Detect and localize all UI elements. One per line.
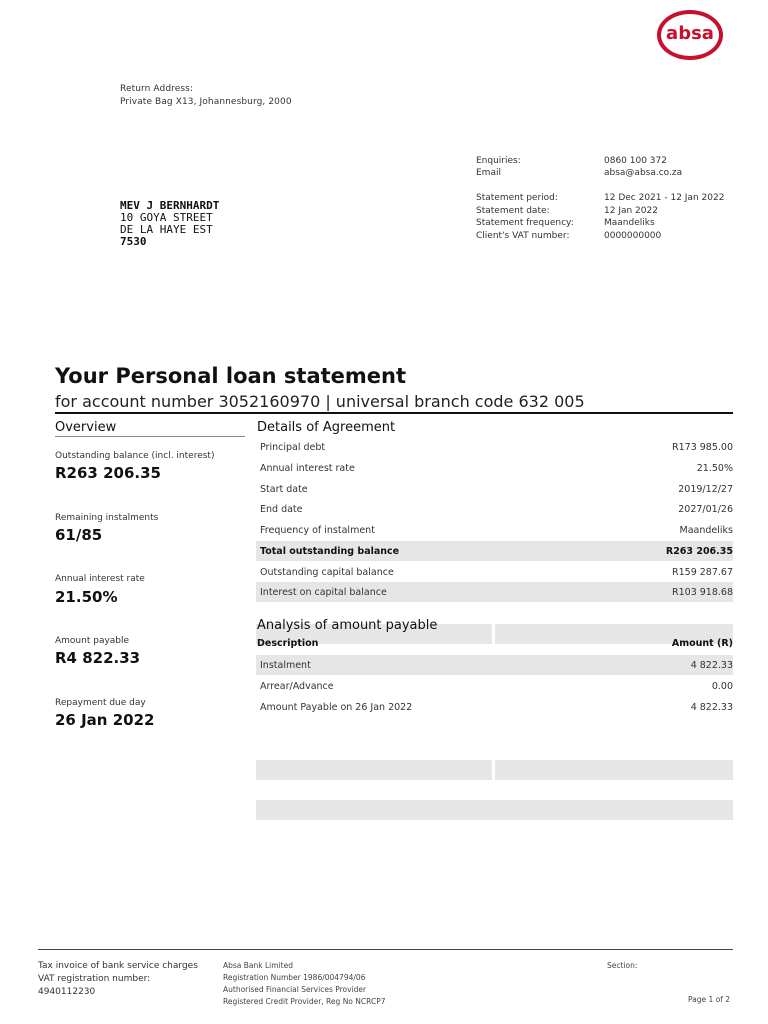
section-label: Section: — [607, 961, 638, 970]
remaining-instalments-value: 61/85 — [55, 526, 103, 544]
agreement-row-value: 21.50% — [696, 463, 733, 474]
agreement-row-value: Maandeliks — [679, 525, 733, 536]
bank-name: Absa Bank Limited — [223, 961, 293, 970]
agreement-row-label: Interest on capital balance — [260, 587, 387, 598]
agreement-row — [256, 499, 733, 519]
statement-date-value: 12 Jan 2022 — [604, 206, 658, 216]
tax-invoice-line: Tax invoice of bank service charges — [38, 961, 198, 971]
client-vat-label: Client's VAT number: — [476, 231, 570, 241]
statement-period-label: Statement period: — [476, 193, 558, 203]
empty-shaded-row — [256, 800, 733, 820]
agreement-row — [256, 520, 733, 540]
vat-registration-number: 4940112230 — [38, 987, 96, 997]
empty-shaded-cell — [256, 760, 492, 780]
client-vat-value: 0000000000 — [604, 231, 662, 241]
agreement-row-label: Start date — [260, 484, 308, 495]
empty-shaded-cell — [495, 760, 733, 780]
overview-heading: Overview — [55, 420, 117, 435]
bank-registration-number: Registration Number 1986/004794/06 — [223, 973, 366, 982]
enquiries-label: Enquiries: — [476, 156, 521, 166]
analysis-heading: Analysis of amount payable — [257, 618, 438, 633]
agreement-row-label: Annual interest rate — [260, 463, 355, 474]
total-outstanding-row — [256, 541, 733, 561]
tax-invoice-info — [38, 960, 198, 999]
bank-credit-provider: Registered Credit Provider, Reg No NCRCP7 — [223, 997, 386, 1006]
agreement-row — [256, 479, 733, 499]
page-title: Your Personal loan statement — [55, 364, 407, 388]
amount-payable-label: Amount payable — [55, 636, 130, 646]
bank-fsp: Authorised Financial Services Provider — [223, 985, 367, 994]
recipient-name: MEV J BERNHARDT — [120, 199, 220, 212]
agreement-row-value: R263 206.35 — [665, 546, 733, 557]
recipient-address — [120, 200, 219, 248]
bank-registration-info — [223, 960, 386, 1008]
agreement-row-label: Total outstanding balance — [260, 546, 400, 557]
outstanding-balance-value: R263 206.35 — [55, 464, 161, 482]
agreement-heading: Details of Agreement — [257, 420, 396, 435]
analysis-amount-header: Amount (R) — [671, 638, 733, 649]
annual-interest-rate-label: Annual interest rate — [55, 574, 145, 584]
annual-interest-rate-value: 21.50% — [55, 588, 118, 606]
analysis-row-label: Amount Payable on 26 Jan 2022 — [260, 702, 413, 713]
analysis-row-value: 0.00 — [711, 681, 733, 692]
agreement-row-label: End date — [260, 504, 303, 515]
email-value: absa@absa.co.za — [604, 168, 683, 178]
agreement-row-label: Outstanding capital balance — [260, 567, 394, 578]
outstanding-balance-label: Outstanding balance (incl. interest) — [55, 451, 215, 461]
recipient-suburb: DE LA HAYE EST — [120, 223, 213, 236]
recipient-postcode: 7530 — [120, 235, 147, 248]
agreement-row-value: R103 918.68 — [672, 587, 733, 598]
agreement-row-value: R173 985.00 — [672, 442, 733, 453]
analysis-row — [256, 697, 733, 717]
remaining-instalments-label: Remaining instalments — [55, 513, 159, 523]
analysis-row-value: 4 822.33 — [690, 660, 733, 671]
repayment-due-day-label: Repayment due day — [55, 698, 146, 708]
repayment-due-day-value: 26 Jan 2022 — [55, 711, 155, 729]
absa-logo — [657, 10, 723, 60]
statement-period-value: 12 Dec 2021 - 12 Jan 2022 — [604, 193, 725, 203]
title-divider — [55, 412, 733, 414]
agreement-row-value: 2019/12/27 — [678, 484, 733, 495]
analysis-row-value: 4 822.33 — [690, 702, 733, 713]
statement-frequency-value: Maandeliks — [604, 218, 655, 228]
logo-text: absa — [666, 23, 714, 44]
statement-date-label: Statement date: — [476, 206, 550, 216]
account-subtitle: for account number 3052160970 | universal branch code 632 005 — [55, 392, 585, 411]
agreement-row — [256, 437, 733, 457]
email-label: Email — [476, 168, 501, 178]
analysis-row — [256, 655, 733, 675]
agreement-row — [256, 458, 733, 478]
overview-divider — [55, 436, 245, 437]
analysis-row — [256, 676, 733, 696]
agreement-row-value: 2027/01/26 — [678, 504, 733, 515]
agreement-row-value: R159 287.67 — [672, 567, 733, 578]
enquiries-value: 0860 100 372 — [604, 156, 667, 166]
footer-divider — [38, 949, 733, 950]
agreement-row — [256, 582, 733, 602]
statement-frequency-label: Statement frequency: — [476, 218, 574, 228]
return-address-label: Return Address: — [120, 84, 194, 94]
agreement-row — [256, 562, 733, 582]
agreement-row-label: Principal debt — [260, 442, 326, 453]
analysis-row-label: Arrear/Advance — [260, 681, 334, 692]
analysis-row-label: Instalment — [260, 660, 311, 671]
analysis-description-header: Description — [257, 638, 319, 649]
return-address: Private Bag X13, Johannesburg, 2000 — [120, 97, 292, 107]
vat-registration-label: VAT registration number: — [38, 974, 151, 984]
agreement-row-label: Frequency of instalment — [260, 525, 375, 536]
recipient-street: 10 GOYA STREET — [120, 211, 213, 224]
page-number: Page 1 of 2 — [688, 995, 731, 1004]
amount-payable-value: R4 822.33 — [55, 649, 141, 667]
